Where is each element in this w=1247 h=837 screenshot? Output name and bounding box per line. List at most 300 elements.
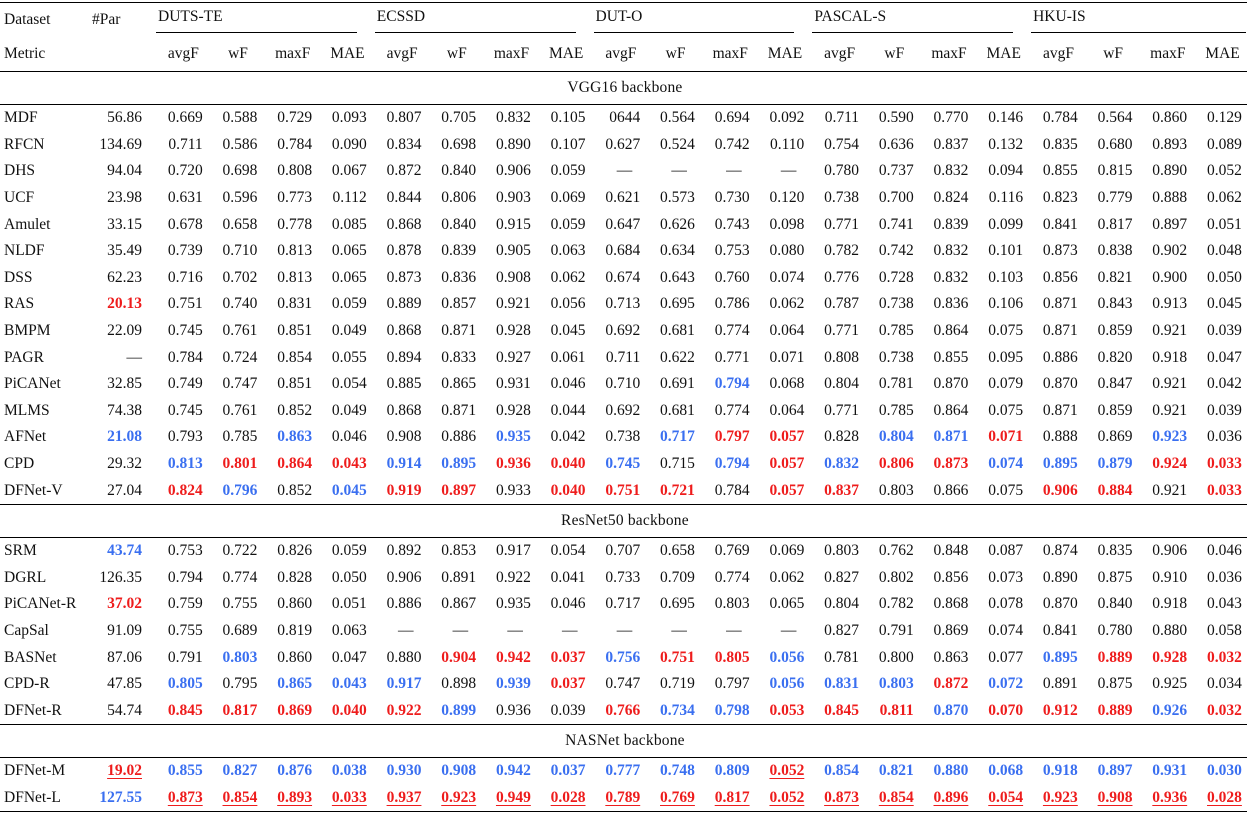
score-value: 0.860 bbox=[277, 595, 313, 613]
metric-header: avgF bbox=[1031, 37, 1086, 72]
score-value: 0.815 bbox=[1097, 162, 1133, 180]
score-value: 0.110 bbox=[770, 135, 805, 153]
score-value: 0.855 bbox=[1042, 162, 1078, 180]
score-value: 0.116 bbox=[988, 189, 1024, 207]
table-row bbox=[0, 758, 1247, 785]
score-value: 0.045 bbox=[1207, 295, 1242, 313]
score-value: 0.910 bbox=[1152, 568, 1188, 586]
score-value: 0.056 bbox=[769, 675, 805, 693]
method-name: DGRL bbox=[4, 568, 47, 586]
score-value: 0.042 bbox=[550, 428, 586, 446]
metric-header: maxF bbox=[484, 37, 539, 72]
score-value: 0.760 bbox=[714, 268, 750, 286]
score-value: 0.928 bbox=[1152, 648, 1188, 666]
metric-header: wF bbox=[211, 37, 266, 72]
score-value: 0.824 bbox=[167, 481, 203, 499]
score-value: 0.922 bbox=[495, 568, 531, 586]
score-value: 0.778 bbox=[277, 215, 313, 233]
score-value: 0.077 bbox=[988, 648, 1024, 666]
score-value: 0.892 bbox=[386, 542, 422, 560]
score-value: 0.860 bbox=[1152, 109, 1188, 127]
score-value: 0.059 bbox=[331, 542, 367, 560]
score-value: 0.785 bbox=[878, 322, 914, 340]
score-value: 0.034 bbox=[1207, 675, 1242, 693]
metric-header-row bbox=[0, 37, 1247, 72]
score-value: 0.835 bbox=[1042, 135, 1078, 153]
score-value: 0.852 bbox=[277, 481, 313, 499]
score-value: 0.056 bbox=[550, 295, 586, 313]
score-value: 0.851 bbox=[277, 375, 313, 393]
method-name: RFCN bbox=[4, 135, 45, 153]
score-value: 0.730 bbox=[714, 189, 750, 207]
score-value: 0.871 bbox=[1042, 295, 1078, 313]
score-value: 0.835 bbox=[1097, 542, 1133, 560]
score-value: 0.769 bbox=[714, 542, 750, 560]
par-label: #Par bbox=[88, 3, 156, 38]
param-count: 56.86 bbox=[107, 109, 142, 127]
score-value: 0.745 bbox=[167, 401, 203, 419]
score-value: 0.743 bbox=[714, 215, 750, 233]
table-row bbox=[0, 185, 1247, 212]
score-value: 0.794 bbox=[714, 455, 750, 473]
score-value: 0.055 bbox=[331, 348, 367, 366]
score-value: 0.935 bbox=[495, 595, 531, 613]
score-value: 0.791 bbox=[167, 648, 203, 666]
score-value: 0.064 bbox=[769, 401, 805, 419]
score-value: 0.709 bbox=[660, 568, 695, 586]
score-value: 0.828 bbox=[824, 428, 859, 446]
method-name: RAS bbox=[4, 295, 35, 313]
score-value: 0.737 bbox=[878, 162, 914, 180]
score-value: 0.919 bbox=[386, 481, 422, 499]
score-value: 0.030 bbox=[1207, 762, 1242, 780]
score-value: 0.065 bbox=[331, 242, 367, 260]
method-name: CapSal bbox=[4, 621, 49, 639]
score-value: 0.828 bbox=[277, 568, 313, 586]
score-value: 0.711 bbox=[168, 135, 203, 153]
score-value: 0.921 bbox=[1152, 375, 1188, 393]
score-value: 0.845 bbox=[167, 701, 203, 719]
score-value: 0.028 bbox=[1207, 788, 1242, 806]
score-value: 0.040 bbox=[550, 481, 586, 499]
score-value: 0.761 bbox=[222, 322, 258, 340]
score-value: 0.873 bbox=[167, 788, 203, 806]
score-value: 0.824 bbox=[933, 189, 969, 207]
score-value: 0.037 bbox=[550, 675, 586, 693]
score-value: 0.888 bbox=[1152, 189, 1188, 207]
score-value: 0.880 bbox=[386, 648, 422, 666]
score-value: 0.873 bbox=[386, 268, 422, 286]
score-value: 0.588 bbox=[222, 109, 258, 127]
score-value: 0.864 bbox=[933, 401, 969, 419]
method-name: DFNet-R bbox=[0, 697, 88, 724]
score-value: 0.059 bbox=[550, 162, 586, 180]
score-value: 0.700 bbox=[878, 189, 914, 207]
score-value: 0.791 bbox=[878, 621, 914, 639]
table-row bbox=[0, 671, 1247, 698]
score-value: 0.840 bbox=[441, 162, 477, 180]
score-value: 0.106 bbox=[988, 295, 1024, 313]
param-count: 37.02 bbox=[107, 595, 142, 613]
score-value: 0.564 bbox=[1097, 109, 1133, 127]
score-value: 0.923 bbox=[441, 788, 477, 806]
score-value: 0.893 bbox=[1152, 135, 1188, 153]
score-value: 0.895 bbox=[1042, 648, 1078, 666]
score-value: 0.781 bbox=[824, 648, 859, 666]
param-count: 22.09 bbox=[107, 322, 142, 340]
score-value: 0.900 bbox=[1152, 268, 1188, 286]
score-value: 0.879 bbox=[1097, 455, 1133, 473]
score-value: 0.046 bbox=[331, 428, 367, 446]
param-count: 126.35 bbox=[99, 568, 142, 586]
score-value: — bbox=[616, 621, 633, 639]
score-value: 0.817 bbox=[222, 701, 258, 719]
score-value: 0.803 bbox=[714, 595, 750, 613]
score-value: 0.906 bbox=[495, 162, 531, 180]
score-value: 0.050 bbox=[1207, 268, 1242, 286]
score-value: 0.871 bbox=[1042, 322, 1078, 340]
score-value: 0.751 bbox=[167, 295, 203, 313]
score-value: 0.912 bbox=[1042, 701, 1078, 719]
score-value: 0.867 bbox=[441, 595, 477, 613]
score-value: 0.738 bbox=[824, 189, 859, 207]
dataset-name: DUT-O bbox=[595, 7, 643, 25]
table-row bbox=[0, 565, 1247, 592]
param-count: 43.74 bbox=[107, 542, 142, 560]
param-count: 74.38 bbox=[107, 401, 142, 419]
dataset-name: DUTS-TE bbox=[158, 7, 223, 25]
score-value: 0.793 bbox=[167, 428, 203, 446]
score-value: 0.785 bbox=[878, 401, 914, 419]
method-name: DSS bbox=[4, 268, 33, 286]
score-value: 0.073 bbox=[988, 568, 1024, 586]
score-value: 0.643 bbox=[660, 268, 695, 286]
score-value: 0.813 bbox=[277, 242, 313, 260]
score-value: 0.658 bbox=[660, 542, 695, 560]
method-name: PiCANet-R bbox=[4, 595, 77, 613]
score-value: 0.926 bbox=[1152, 701, 1188, 719]
score-value: 0.756 bbox=[605, 648, 641, 666]
metric-header: wF bbox=[429, 37, 484, 72]
table-row bbox=[0, 158, 1247, 185]
score-value: 0.831 bbox=[277, 295, 313, 313]
score-value: 0.798 bbox=[714, 701, 750, 719]
score-value: 0.069 bbox=[769, 542, 805, 560]
table-row bbox=[0, 344, 1247, 371]
method-name: PiCANet bbox=[4, 375, 61, 393]
score-value: 0.692 bbox=[605, 401, 641, 419]
score-value: 0.063 bbox=[550, 242, 586, 260]
score-value: 0.899 bbox=[441, 701, 477, 719]
score-value: 0.917 bbox=[495, 542, 531, 560]
score-value: 0.927 bbox=[495, 348, 531, 366]
score-value: 0.719 bbox=[660, 675, 695, 693]
score-value: 0.771 bbox=[714, 348, 750, 366]
score-value: 0.761 bbox=[222, 401, 258, 419]
score-value: 0.755 bbox=[222, 595, 258, 613]
score-value: 0.811 bbox=[879, 701, 914, 719]
score-value: 0.786 bbox=[714, 295, 750, 313]
score-value: — bbox=[726, 162, 742, 180]
score-value: 0.049 bbox=[331, 322, 367, 340]
score-value: 0.827 bbox=[824, 568, 859, 586]
score-value: 0.711 bbox=[605, 348, 641, 366]
score-value: 0.827 bbox=[222, 762, 258, 780]
score-value: 0.784 bbox=[1042, 109, 1078, 127]
score-value: 0.103 bbox=[988, 268, 1024, 286]
method-name: DHS bbox=[4, 162, 36, 180]
score-value: 0.924 bbox=[1152, 455, 1188, 473]
score-value: 0.745 bbox=[167, 322, 203, 340]
score-value: 0.702 bbox=[222, 268, 258, 286]
score-value: 0.738 bbox=[878, 348, 914, 366]
metric-header: wF bbox=[1086, 37, 1141, 72]
score-value: 0.054 bbox=[331, 375, 367, 393]
metric-header: MAE bbox=[758, 37, 813, 72]
score-value: 0.669 bbox=[167, 109, 203, 127]
score-value: 0.804 bbox=[824, 595, 859, 613]
table-row bbox=[0, 318, 1247, 345]
score-value: 0.855 bbox=[167, 762, 203, 780]
score-value: 0.845 bbox=[824, 701, 859, 719]
score-value: 0.905 bbox=[495, 242, 531, 260]
score-value: 0.847 bbox=[1097, 375, 1133, 393]
score-value: 0.710 bbox=[222, 242, 258, 260]
score-value: 0.914 bbox=[386, 455, 422, 473]
score-value: 0.784 bbox=[167, 348, 203, 366]
score-value: 0.823 bbox=[1042, 189, 1078, 207]
score-value: — bbox=[397, 621, 414, 639]
score-value: 0.739 bbox=[167, 242, 203, 260]
section-row bbox=[0, 72, 1247, 105]
score-value: 0.039 bbox=[1207, 322, 1242, 340]
method-name: CPD-R bbox=[4, 675, 50, 693]
table-row bbox=[0, 291, 1247, 318]
score-value: 0.869 bbox=[933, 621, 969, 639]
score-value: 0.054 bbox=[550, 542, 586, 560]
score-value: 0.803 bbox=[824, 542, 859, 560]
score-value: 0.627 bbox=[605, 135, 641, 153]
score-value: 0.908 bbox=[441, 762, 477, 780]
score-value: 0.820 bbox=[1097, 348, 1133, 366]
method-name: SRM bbox=[4, 542, 37, 560]
score-value: 0.707 bbox=[605, 542, 641, 560]
score-value: 0.065 bbox=[769, 595, 805, 613]
score-value: 0.918 bbox=[1152, 595, 1188, 613]
score-value: 0.090 bbox=[331, 135, 367, 153]
param-count: 91.09 bbox=[107, 621, 142, 639]
table-row bbox=[0, 697, 1247, 724]
dataset-header-row bbox=[0, 3, 1247, 38]
score-value: 0.067 bbox=[331, 162, 367, 180]
score-value: 0.880 bbox=[933, 762, 969, 780]
score-value: — bbox=[671, 162, 687, 180]
score-value: 0.869 bbox=[1097, 428, 1133, 446]
score-value: 0.817 bbox=[714, 788, 750, 806]
score-value: 0.033 bbox=[1207, 455, 1242, 473]
score-value: 0.827 bbox=[824, 621, 859, 639]
score-value: 0.047 bbox=[1207, 348, 1242, 366]
score-value: 0.809 bbox=[714, 762, 750, 780]
score-value: 0.738 bbox=[605, 428, 641, 446]
score-value: 0.886 bbox=[441, 428, 477, 446]
method-name: BASNet bbox=[4, 648, 57, 666]
table-row bbox=[0, 451, 1247, 478]
table-row bbox=[0, 398, 1247, 425]
score-value: 0.738 bbox=[878, 295, 914, 313]
score-value: 0.695 bbox=[660, 595, 695, 613]
score-value: 0.837 bbox=[824, 481, 859, 499]
score-value: 0.866 bbox=[933, 481, 969, 499]
param-count: 19.02 bbox=[107, 762, 142, 780]
score-value: 0.906 bbox=[386, 568, 422, 586]
score-value: 0.868 bbox=[386, 215, 422, 233]
score-value: 0.908 bbox=[386, 428, 422, 446]
score-value: 0.787 bbox=[824, 295, 859, 313]
score-value: 0.132 bbox=[988, 135, 1024, 153]
score-value: 0.918 bbox=[1042, 762, 1078, 780]
score-value: 0.626 bbox=[660, 215, 695, 233]
score-value: 0.889 bbox=[386, 295, 422, 313]
score-value: 0.935 bbox=[495, 428, 531, 446]
score-value: 0.860 bbox=[277, 648, 313, 666]
score-value: 0.868 bbox=[386, 401, 422, 419]
score-value: 0.042 bbox=[1207, 375, 1242, 393]
score-value: 0.695 bbox=[660, 295, 695, 313]
score-value: 0.771 bbox=[824, 215, 859, 233]
metric-header: MAE bbox=[320, 37, 375, 72]
score-value: 0.728 bbox=[878, 268, 914, 286]
score-value: 0.774 bbox=[714, 568, 750, 586]
score-value: 0.874 bbox=[1042, 542, 1078, 560]
score-value: 0.880 bbox=[1152, 621, 1188, 639]
score-value: 0.873 bbox=[933, 455, 969, 473]
metric-header: avgF bbox=[812, 37, 867, 72]
score-value: 0.059 bbox=[331, 295, 367, 313]
score-value: 0.923 bbox=[1152, 428, 1188, 446]
score-value: 0.753 bbox=[167, 542, 203, 560]
score-value: 0.782 bbox=[878, 595, 914, 613]
score-value: 0.056 bbox=[769, 648, 805, 666]
score-value: 0.681 bbox=[660, 401, 695, 419]
table-row bbox=[0, 537, 1247, 564]
table-row bbox=[0, 477, 1247, 504]
score-value: 0.062 bbox=[769, 568, 805, 586]
score-value: 0.903 bbox=[495, 189, 531, 207]
metric-header: MAE bbox=[976, 37, 1031, 72]
score-value: 0.898 bbox=[441, 675, 477, 693]
metric-header: avgF bbox=[375, 37, 430, 72]
table-row bbox=[0, 132, 1247, 159]
score-value: 0.936 bbox=[1152, 788, 1188, 806]
score-value: 0.041 bbox=[550, 568, 586, 586]
score-value: 0.854 bbox=[222, 788, 258, 806]
score-value: 0.949 bbox=[495, 788, 531, 806]
score-value: 0.806 bbox=[441, 189, 477, 207]
score-value: 0.680 bbox=[1097, 135, 1133, 153]
score-value: 0.691 bbox=[660, 375, 695, 393]
score-value: 0.780 bbox=[1097, 621, 1133, 639]
param-count: 62.23 bbox=[107, 268, 142, 286]
score-value: 0.054 bbox=[988, 788, 1024, 806]
score-value: 0.908 bbox=[495, 268, 531, 286]
score-value: 0.039 bbox=[1207, 401, 1242, 419]
score-value: 0.803 bbox=[878, 675, 914, 693]
dataset-name: ECSSD bbox=[376, 7, 426, 25]
score-value: 0.872 bbox=[933, 675, 969, 693]
score-value: 0.093 bbox=[331, 109, 367, 127]
score-value: 0.931 bbox=[1152, 762, 1188, 780]
score-value: 0.033 bbox=[1207, 481, 1242, 499]
score-value: 0.871 bbox=[933, 428, 969, 446]
score-value: 0.065 bbox=[331, 268, 367, 286]
score-value: 0.826 bbox=[277, 542, 313, 560]
score-value: 0.868 bbox=[933, 595, 969, 613]
score-value: 0.832 bbox=[933, 162, 969, 180]
score-value: 0.813 bbox=[277, 268, 313, 286]
score-value: 0.832 bbox=[495, 109, 531, 127]
table-body bbox=[0, 3, 1247, 812]
score-value: 0.721 bbox=[660, 481, 695, 499]
score-value: 0.045 bbox=[331, 481, 367, 499]
table-row bbox=[0, 211, 1247, 238]
score-value: 0.759 bbox=[167, 595, 203, 613]
score-value: 0.802 bbox=[878, 568, 914, 586]
metric-header: maxF bbox=[1140, 37, 1195, 72]
score-value: 0.856 bbox=[1042, 268, 1078, 286]
score-value: 0.864 bbox=[933, 322, 969, 340]
score-value: 0.897 bbox=[1152, 215, 1188, 233]
table-row bbox=[0, 618, 1247, 645]
score-value: 0.146 bbox=[988, 109, 1024, 127]
param-count: 27.04 bbox=[107, 481, 142, 499]
section-title: VGG16 backbone bbox=[0, 72, 1247, 105]
score-value: 0.878 bbox=[386, 242, 422, 260]
score-value: 0.101 bbox=[988, 242, 1024, 260]
score-value: 0.906 bbox=[1152, 542, 1188, 560]
metric-header: avgF bbox=[156, 37, 211, 72]
score-value: 0.734 bbox=[660, 701, 695, 719]
param-count: 134.69 bbox=[99, 135, 142, 153]
score-value: 0.075 bbox=[988, 322, 1024, 340]
score-value: 0.753 bbox=[714, 242, 750, 260]
score-value: 0.715 bbox=[660, 455, 695, 473]
score-value: 0.785 bbox=[222, 428, 258, 446]
score-value: 0.937 bbox=[386, 788, 422, 806]
score-value: — bbox=[780, 162, 797, 180]
score-value: 0.777 bbox=[605, 762, 641, 780]
param-count: 21.08 bbox=[107, 428, 142, 446]
param-count: 29.32 bbox=[107, 455, 142, 473]
score-value: 0.851 bbox=[277, 322, 313, 340]
score-value: 0.781 bbox=[878, 375, 914, 393]
score-value: 0.843 bbox=[1097, 295, 1133, 313]
param-count: 33.15 bbox=[107, 215, 142, 233]
score-value: 0.079 bbox=[988, 375, 1024, 393]
score-value: 0.942 bbox=[495, 648, 531, 666]
score-value: 0.794 bbox=[714, 375, 750, 393]
score-value: 0.062 bbox=[769, 295, 805, 313]
score-value: 0.840 bbox=[441, 215, 477, 233]
method-name: AFNet bbox=[4, 428, 47, 446]
score-value: 0.806 bbox=[878, 455, 914, 473]
score-value: 0.057 bbox=[769, 481, 805, 499]
score-value: 0.832 bbox=[933, 268, 969, 286]
score-value: 0.070 bbox=[988, 701, 1024, 719]
score-value: 0.871 bbox=[441, 322, 477, 340]
score-value: 0.033 bbox=[331, 788, 367, 806]
score-value: — bbox=[616, 162, 633, 180]
